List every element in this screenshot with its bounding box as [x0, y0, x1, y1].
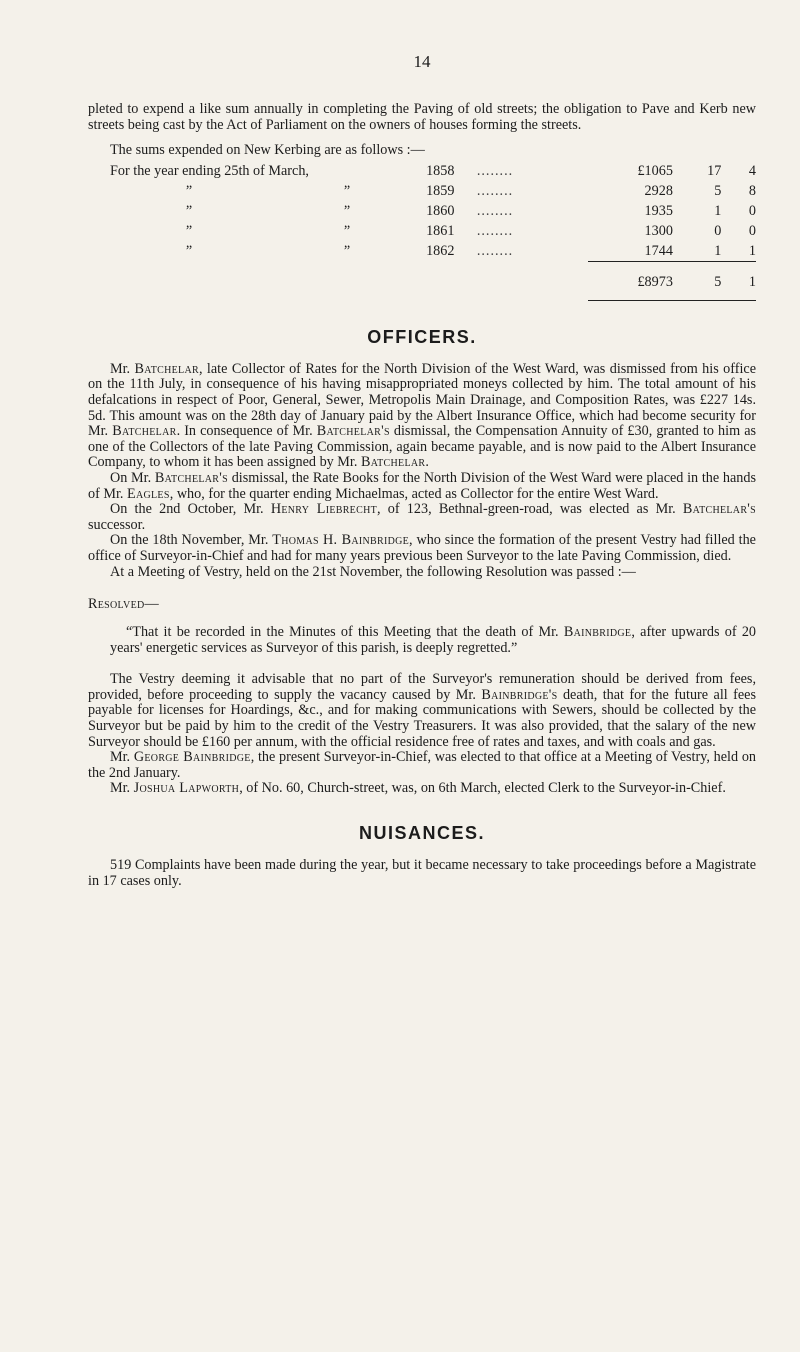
- row-pence: 1: [721, 241, 756, 262]
- opening-paragraph: pleted to expend a like sum annually in completing the Paving of old streets; the obligation to Pave and Kerb new streets being cast by the Act of Parliament on the owners of houses forming the streets.: [88, 101, 756, 133]
- ditto-mark: ”: [185, 243, 193, 260]
- row-pounds: 1300: [644, 222, 673, 239]
- sums-row: [110, 201, 756, 221]
- total-underline: [110, 292, 756, 301]
- row-year: 1858: [426, 162, 455, 179]
- row-pence: 0: [748, 222, 756, 239]
- row-year: 1860: [426, 202, 455, 219]
- ditto-mark: ”: [185, 202, 193, 219]
- ditto-mark: ”: [343, 243, 351, 260]
- officers-paragraph-5: At a Meeting of Vestry, held on the 21st November, the following Resolution was passed :—: [110, 563, 636, 580]
- sums-row: [110, 161, 756, 181]
- row-shillings: 5: [714, 182, 722, 199]
- ditto-mark: ”: [343, 182, 351, 199]
- nuisances-heading: NUISANCES.: [358, 823, 485, 844]
- total-spacer: [110, 261, 588, 292]
- sums-row: [110, 241, 756, 262]
- row-label: For the year ending 25th of March,: [110, 162, 309, 179]
- leader-dots: ........: [476, 243, 514, 260]
- officers-paragraph-6: The Vestry deeming it advisable that no part of the Surveyor's remuneration should be derived from fees, provided, before proceeding to supply the vacancy caused by Mr. Bainbridge's death, that for the future all fees payable for licenses for Hoardings, &c., and for making communications with Sewers, should be collected by the Surveyor but be paid by him to the credit of the Vestry Treasurers. It was also provided, that the salary of the new Surveyor should be £160 per annum, with the official residence free of rates and taxes, and with coals and gas.: [88, 671, 756, 750]
- sums-total-row: [110, 261, 756, 292]
- officers-paragraph-8: Mr. Joshua Lapworth, of No. 60, Church-street, was, on 6th March, elected Clerk to the Surveyor-in-Chief.: [110, 780, 726, 797]
- sums-intro: The sums expended on New Kerbing are as follows :—: [110, 142, 425, 159]
- kerbing-sums-table: [110, 161, 756, 301]
- resolution-quote: “That it be recorded in the Minutes of this Meeting that the death of Mr. Bainbridge, after upwards of 20 years' energetic services as Surveyor of this parish, is deeply regretted.”: [110, 624, 757, 656]
- row-shillings: 0: [714, 222, 722, 239]
- officers-paragraph-1: Mr. Batchelar, late Collector of Rates for the North Division of the West Ward, was dismissed from his office on the 11th July, in consequence of his having misappropriated moneys collected by him. The total amount of his defalcations in respect of Poor, General, Sewer, Metropolis Main Drainage, and Composition Rates, was £227 14s. 5d. This amount was on the 28th day of January paid by the Albert Insurance Office, which had become security for Mr. Batchelar. In consequence of Mr. Batchelar's dismissal, the Compensation Annuity of £30, granted to him as one of the Collectors of the late Paving Commission, again became payable, and is now paid to the Albert Insurance Company, to whom it has been assigned by Mr. Batchelar.: [88, 360, 757, 471]
- leader-dots: ........: [476, 162, 514, 179]
- row-year: 1862: [426, 243, 455, 260]
- row-pence: 0: [748, 202, 756, 219]
- officers-paragraph-2: On Mr. Batchelar's dismissal, the Rate Books for the North Division of the West Ward were placed in the hands of Mr. Eagles, who, for the quarter ending Michaelmas, acted as Collector for the entire West Ward.: [88, 469, 756, 502]
- officers-paragraph-4: On the 18th November, Mr. Thomas H. Bainbridge, who since the formation of the present Vestry had filled the office of Surveyor-in-Chief and had for many years previous been Surveyor to the late Paving Commission, died.: [88, 532, 756, 564]
- total-pounds: £8973: [637, 273, 673, 290]
- row-year: 1861: [426, 222, 455, 239]
- sums-row: [110, 221, 756, 241]
- row-pounds: 1935: [644, 202, 673, 219]
- total-pence: 1: [748, 273, 756, 290]
- resolved-label: Resolved—: [88, 596, 159, 613]
- leader-dots: ........: [476, 182, 514, 199]
- officers-paragraph-7: Mr. George Bainbridge, the present Surveyor-in-Chief, was elected to that office at a Meeting of Vestry, held on the 2nd January.: [88, 749, 757, 781]
- row-pounds: 2928: [644, 182, 673, 199]
- page-number: 14: [413, 52, 431, 71]
- row-pounds: 1744: [588, 241, 673, 262]
- ditto-mark: ”: [185, 182, 193, 199]
- ditto-mark: ”: [185, 222, 193, 239]
- officers-paragraph-3: On the 2nd October, Mr. Henry Liebrecht, of 123, Bethnal-green-road, was elected as Mr. Batchelar's successor.: [88, 501, 757, 533]
- leader-dots: ........: [476, 202, 514, 219]
- row-shillings: 1: [714, 202, 722, 219]
- row-pounds: £1065: [637, 162, 673, 179]
- row-shillings: 1: [673, 241, 721, 262]
- row-pence: 4: [748, 162, 756, 179]
- sums-row: [110, 181, 756, 201]
- document-page: [88, 52, 756, 889]
- ditto-mark: ”: [343, 222, 351, 239]
- row-year: 1859: [426, 182, 455, 199]
- ditto-mark: ”: [343, 202, 351, 219]
- row-pence: 8: [748, 182, 756, 199]
- row-shillings: 17: [707, 162, 722, 179]
- nuisances-paragraph: 519 Complaints have been made during the year, but it became necessary to take proceedings before a Magistrate in 17 cases only.: [88, 857, 756, 889]
- officers-heading: OFFICERS.: [367, 326, 477, 347]
- total-shillings: 5: [714, 273, 722, 290]
- leader-dots: ........: [476, 222, 514, 239]
